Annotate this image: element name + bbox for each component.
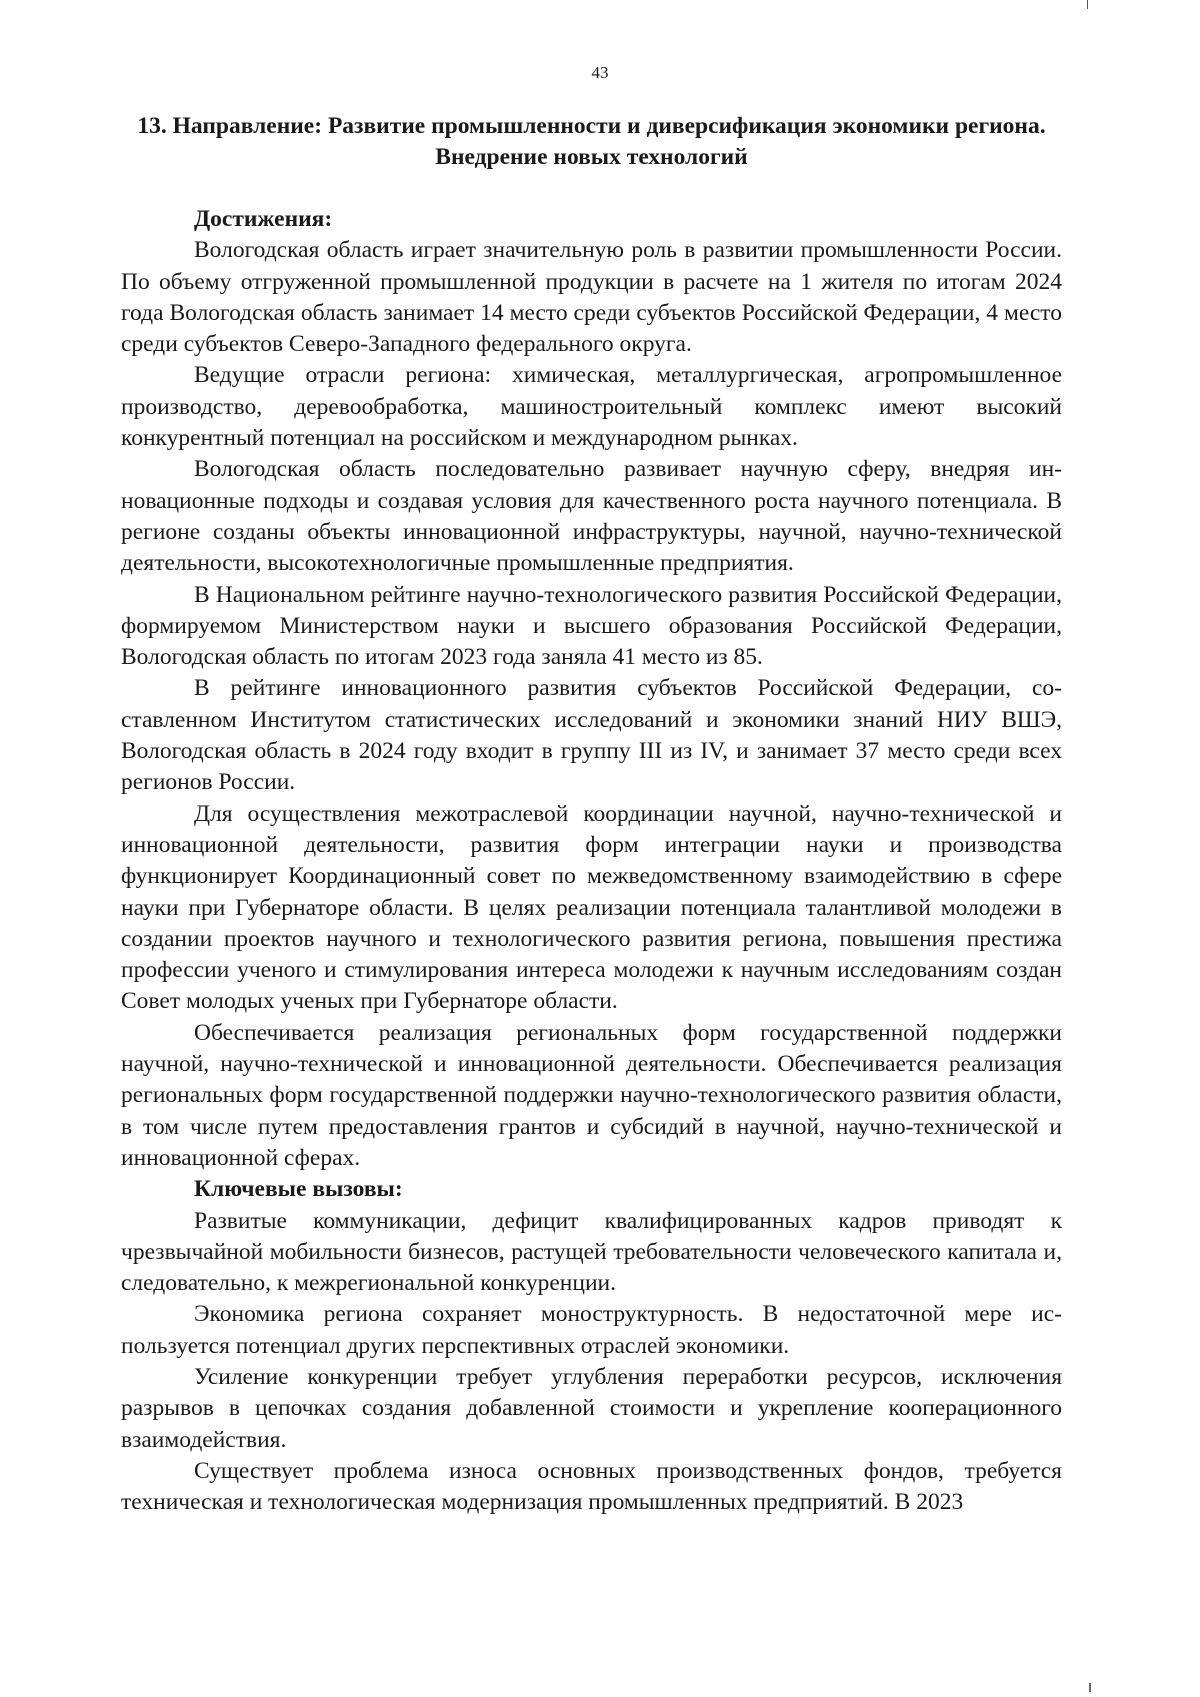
scan-mark	[1089, 1683, 1091, 1692]
paragraph: Ведущие отрасли региона: химическая, металлургическая, агропромышленное производство, деревообработка, машиностроительный комплекс имеют высокий конкурентный потенциал на российском и международном рынках.	[121, 362, 1062, 452]
page-number: 43	[591, 63, 609, 82]
paragraph: Вологодская область последовательно развивает научную сферу, внедряя инновационные подходы и создавая условия для качественного роста научного потенциала. В регионе созданы объекты инновационной инфраструктуры, научной, научно-технической деятельности, высокотехнологичные промышленные предприятия.	[121, 456, 1062, 577]
paragraph: Усиление конкуренции требует углубления переработки ресурсов, исключения разрывов в цепочках создания добавленной стоимости и укрепление кооперационного взаимодействия.	[121, 1363, 1062, 1453]
paragraph: В рейтинге инновационного развития субъектов Российской Федерации, составленном Институтом статистических исследований и экономики знаний НИУ ВШЭ, Вологодская область в 2024 году входит в группу III из IV, и занимает 37 место среди всех регионов России.	[121, 675, 1062, 796]
paragraph: Для осуществления межотраслевой координации научной, научно-технической и инновационной деятельности, развития форм интеграции науки и производства функционирует Координационный совет по межведомственному взаимодействию в сфере науки при Губернаторе области. В целях реализации потенциала талантливой молодежи в создании проектов научного и технологического развития региона, повышения престижа профессии ученого и стимулирования интереса молодежи к научным исследованиям создан Совет молодых ученых при Губернаторе области.	[121, 800, 1062, 1015]
paragraph: Обеспечивается реализация региональных форм государственной поддержки научной, научно-технической и инновационной деятельности. Обеспечивается реализация региональных форм государственной поддержки научно-технологического развития области, в том числе путем предоставления грантов и субсидий в научной, научно-технической и инновационной сферах.	[121, 1019, 1062, 1171]
paragraph: Вологодская область играет значительную роль в развитии промышленности России. По объему отгруженной промышленной продукции в расчете на 1 жителя по итогам 2024 года Вологодская область занимает 14 место среди субъектов Российской Федерации, 4 место среди субъектов Северо-Западного федерального округа.	[121, 237, 1062, 358]
paragraph: Экономика региона сохраняет моноструктурность. В недостаточной мере используется потенциал других перспективных отраслей экономики.	[121, 1301, 1062, 1359]
challenges-title: Ключевые вызовы:	[194, 1176, 403, 1203]
document-body	[121, 204, 1062, 1518]
achievements-title: Достижения:	[194, 206, 333, 232]
paragraph: Развитые коммуникации, дефицит квалифицированных кадров приводят к чрезвычайной мобильности бизнесов, растущей требовательности человеческого капитала и, следовательно, к межрегиональной конкуренции.	[121, 1207, 1062, 1297]
section-heading: 13. Направление: Развитие промышленности и диверсификация экономики региона. Внедрение новых технологий	[137, 113, 1046, 170]
paragraph: В Национальном рейтинге научно-технологического развития Российской Федерации, формируемом Министерством науки и высшего образования Российской Федерации, Вологодская область по итогам 2023 года заняла 41 место из 85.	[121, 581, 1062, 671]
scan-mark	[1087, 0, 1088, 9]
paragraph: Существует проблема износа основных производственных фондов, требуется техническая и технологическая модернизация промышленных предприятий. В 2023	[121, 1457, 1062, 1516]
